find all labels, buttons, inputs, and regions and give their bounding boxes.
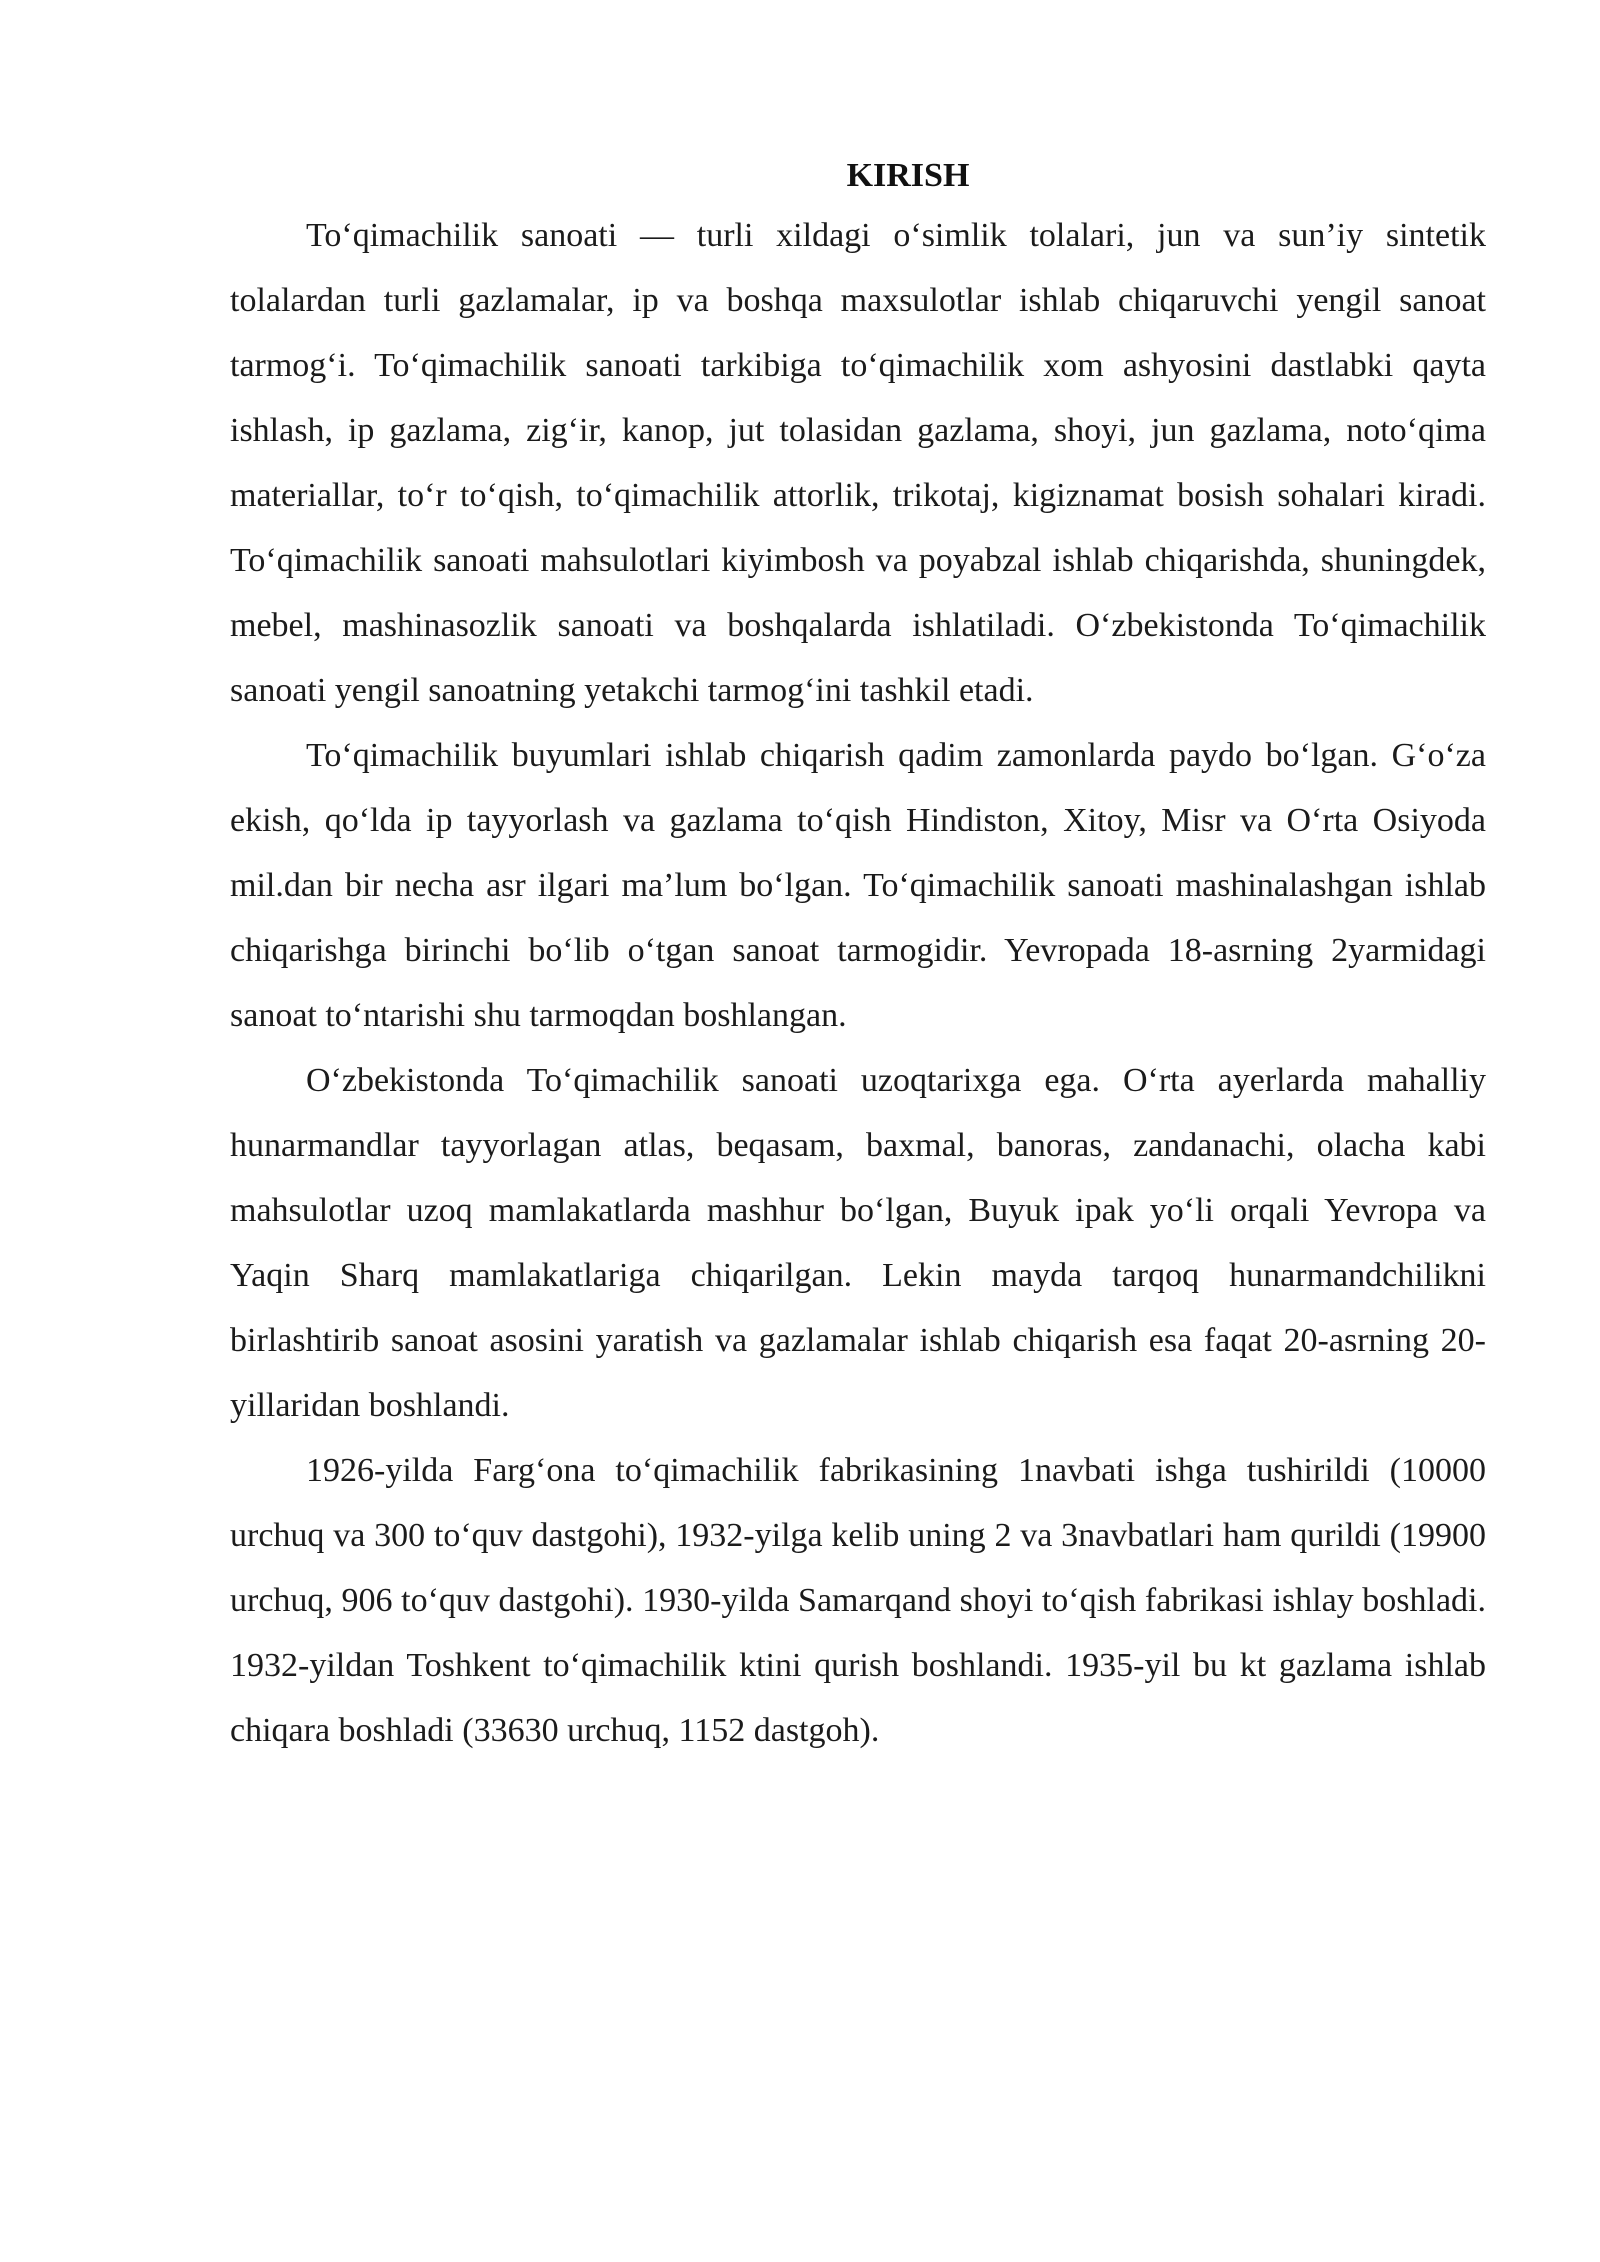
- paragraph-1: To‘qimachilik sanoati — turli xildagi o‘simlik tolalari, jun va sun’iy sintetik tolalardan turli gazlamalar, ip va boshqa maxsulotlar ishlab chiqaruvchi yengil sanoat tarmog‘i. To‘qimachilik sanoati tarkibiga to‘qimachilik xom ashyosini dastlabki qayta ishlash, ip gazlama, zig‘ir, kanop, jut tolasidan gazlama, shoyi, jun gazlama, noto‘qima materiallar, to‘r to‘qish, to‘qimachilik attorlik, trikotaj, kigiznamat bosish sohalari kiradi. To‘qimachilik sanoati mahsulotlari kiyimbosh va poyabzal ishlab chiqarishda, shuningdek, mebel, mashinasozlik sanoati va boshqalarda ishlatiladi. O‘zbekistonda To‘qimachilik sanoati yengil sanoatning yetakchi tarmog‘ini tashkil etadi.: [230, 217, 1486, 709]
- document-body: [230, 148, 1486, 1763]
- document-title: KIRISH: [846, 157, 970, 194]
- paragraph-2: To‘qimachilik buyumlari ishlab chiqarish qadim zamonlarda paydo bo‘lgan. G‘o‘za ekish, qo‘lda ip tayyorlash va gazlama to‘qish Hindiston, Xitoy, Misr va O‘rta Osiyoda mil.dan bir necha asr ilgari ma’lum bo‘lgan. To‘qimachilik sanoati mashinalashgan ishlab chiqarishga birinchi bo‘lib o‘tgan sanoat tarmogidir. Yevropada 18-asrning 2yarmidagi sanoat to‘ntarishi shu tarmoqdan boshlangan.: [230, 737, 1486, 1034]
- paragraph-4: 1926-yilda Farg‘ona to‘qimachilik fabrikasining 1navbati ishga tushirildi (10000 urchuq va 300 to‘quv dastgohi), 1932-yilga kelib uning 2 va 3navbatlari ham qurildi (19900 urchuq, 906 to‘quv dastgohi). 1930-yilda Samarqand shoyi to‘qish fabrikasi ishlay boshladi. 1932-yildan Toshkent to‘qimachilik ktini qurish boshlandi. 1935-yil bu kt gazlama ishlab chiqara boshladi (33630 urchuq, 1152 dastgoh).: [230, 1452, 1486, 1749]
- paragraph-3: O‘zbekistonda To‘qimachilik sanoati uzoqtarixga ega. O‘rta ayerlarda mahalliy hunarmandlar tayyorlagan atlas, beqasam, baxmal, banoras, zandanachi, olacha kabi mahsulotlar uzoq mamlakatlarda mashhur bo‘lgan, Buyuk ipak yo‘li orqali Yevropa va Yaqin Sharq mamlakatlariga chiqarilgan. Lekin mayda tarqoq hunarmandchilikni birlashtirib sanoat asosini yaratish va gazlamalar ishlab chiqarish esa faqat 20-asrning 20-yillaridan boshlandi.: [230, 1062, 1486, 1424]
